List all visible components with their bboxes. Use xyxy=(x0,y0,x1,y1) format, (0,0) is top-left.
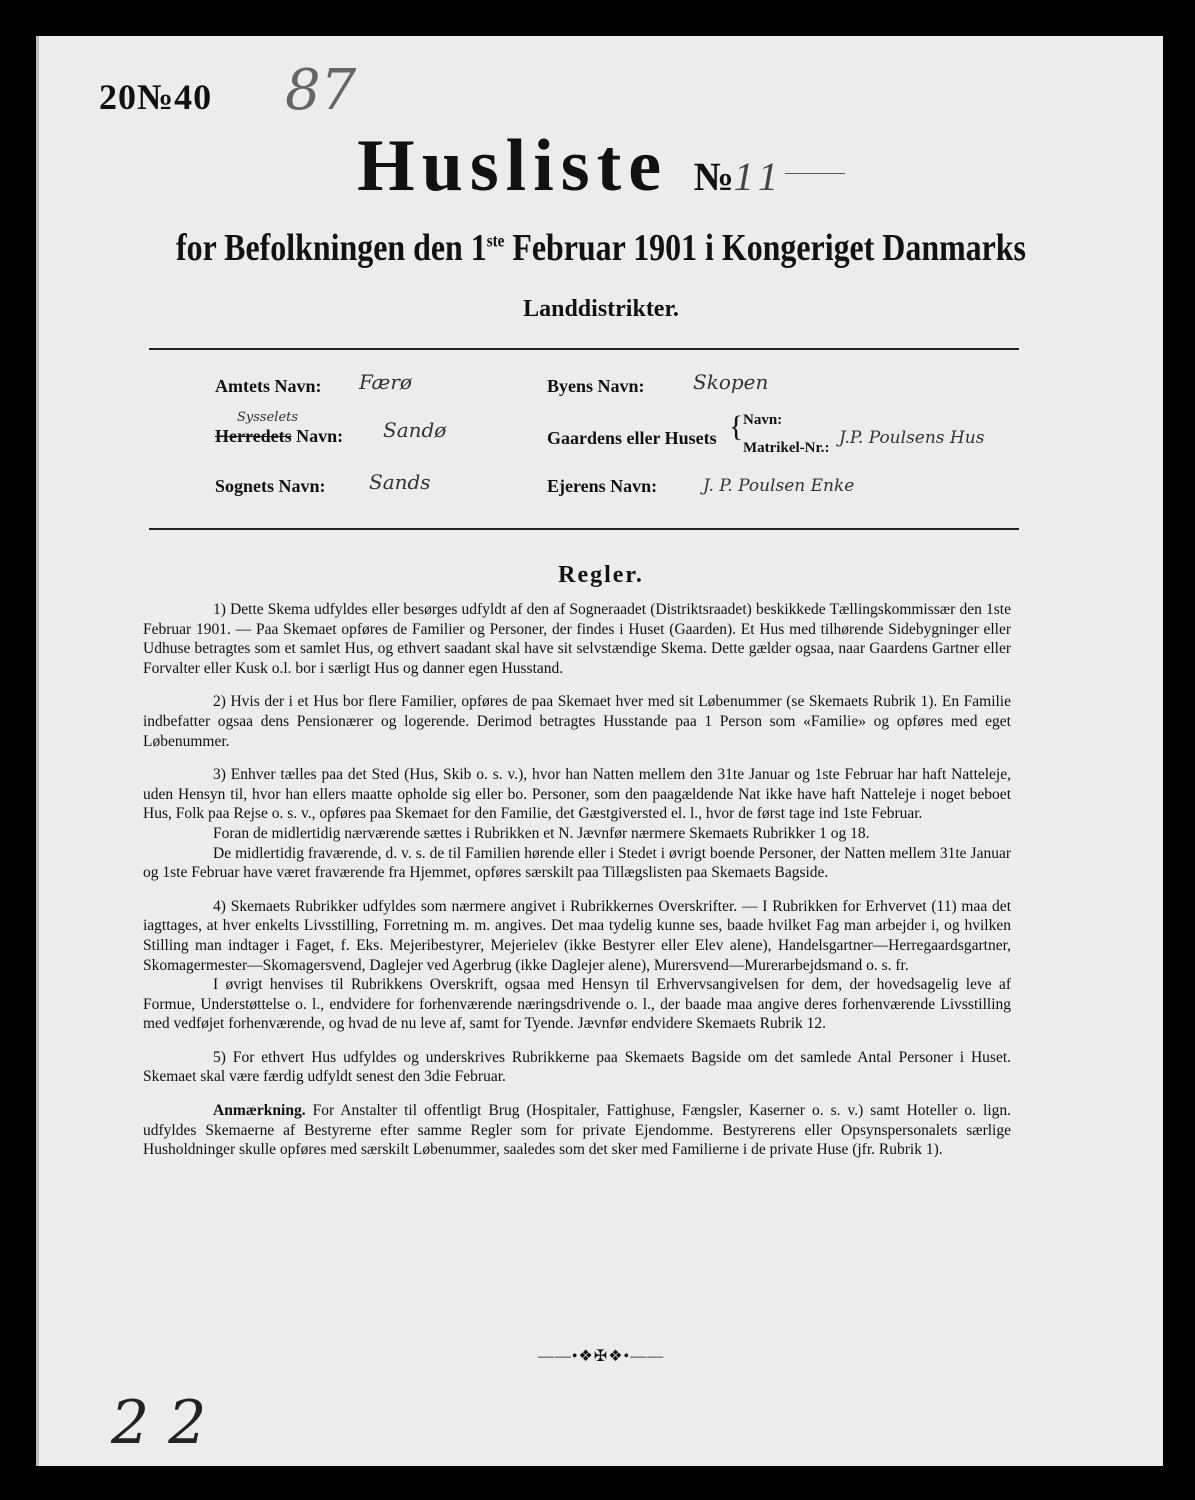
rule-3b: Foran de midlertidig nærværende sættes i Rubrikken et N. Jævnfør nærmere Skemaets Rubrikker 1 og 18. xyxy=(213,824,870,842)
district-heading: Landdistrikter. xyxy=(523,296,679,322)
rule-2: 2) Hvis der i et Hus bor flere Familier, opføres de paa Skemaet hver med sit Løbenummer (se Skemaets Rubrik 1). En Familie indbefatter ogsaa dens Pensionærer og logerende. Derimod betragtes Husstande paa 1 Person som «Familie» og opføres med eget Løbenummer. xyxy=(143,693,1011,750)
ejer-label: Ejerens Navn: xyxy=(547,476,658,496)
gaard-label: Gaardens eller Husets xyxy=(547,428,717,448)
note-text: For Anstalter til offentligt Brug (Hospitaler, Fattighuse, Fængsler, Kaserner o. s. v.) samt Hoteller o. lign. udfyldes Skemaerne af Bestyrerne efter samme Regler som for private Ejendomme. Bestyrerens eller Opsynspersonalets særlige Husholdninger skulle opføres med særskilt Løbenummer, saaledes som det sker med Familierne i de private Huse (jfr. Rubrik 1). xyxy=(143,1102,1011,1159)
gaard-value: J.P. Poulsens Hus xyxy=(839,428,985,448)
gaard-matrikel-label: Matrikel-Nr.: xyxy=(743,440,830,456)
rule-4a: 4) Skemaets Rubrikker udfyldes som nærmere angivet i Rubrikkernes Overskrifter. — I Rubrikken for Erhvervet (11) maa det iagttages, at hver enkelts Livsstilling, Forretning m. m. angives. Det maa tydelig kunne ses, baade hvilket Fag man arbejder i, og hvilken Stilling man indtager i Faget, f. Eks. Mejeribestyrer, Mejerielev (ikke Bestyrer eller Elev alene), Handelsgartner—Herregaardsgartner, Skomagermester—Skomagersvend, Daglejer ved Agerbrug (ikke Daglejer alene), Murersvend—Murerarbejdsmand o. s. fr. xyxy=(143,897,1011,974)
rule-note xyxy=(143,1101,1011,1160)
rules-heading: Regler. xyxy=(558,562,644,588)
page-subtitle xyxy=(129,226,1073,270)
bottom-handwritten-number: 2 2 xyxy=(111,1388,207,1458)
note-label: Anmærkning. xyxy=(213,1102,306,1120)
rule-1: 1) Dette Skema udfyldes eller besørges udfyldt af den af Sogneraadet (Distriktsraadet) beskikkede Tællingskommissær den 1ste Februar 1901. — Paa Skemaet opføres de Familier og Personer, der findes i Huset (Gaarden). Et Hus med tilhørende Sidebygninger eller Udhuse betragtes som et samlet Hus, og ethvert saadant skal have sit selvstændige Skema. Dette gælder ogsaa, naar Gaardens Gartner eller Forvalter eller Kusk o.l. bor i særligt Hus og danner egen Husstand. xyxy=(143,601,1011,677)
herred-overwrite: Sysselets xyxy=(237,410,299,425)
rules-body xyxy=(143,600,1011,1174)
herred-label-rest: Navn: xyxy=(291,426,344,446)
top-divider xyxy=(149,348,1019,350)
amt-value: Færø xyxy=(359,370,412,394)
rule-4b: I øvrigt henvises til Rubrikkens Overskrift, ogsaa med Hensyn til Erhvervsangivelsen for dem, der hovedsagelig leve af Formue, Understøttelse o. l., endvidere for forhenværende næringsdrivende o. l., der baade maa angive deres forhenværende Livsstilling med vedføjet forhenværende, og hvad de nu leve af, samt for Tyende. Jævnfør endvidere Skemaets Rubrik 12. xyxy=(143,976,1011,1033)
handwritten-form-number: 87 xyxy=(285,58,357,123)
herred-label xyxy=(215,426,343,447)
rule-5: 5) For ethvert Hus udfyldes og underskrives Rubrikkerne paa Skemaets Bagside om det samlede Antal Personer i Huset. Skemaet skal være færdig udfyldt senest den 3die Februar. xyxy=(143,1048,1011,1086)
gaard-navn-label: Navn: xyxy=(743,412,783,428)
rule-3a: 3) Enhver tælles paa det Sted (Hus, Skib o. s. v.), hvor han Natten mellem den 31te Januar og 1ste Februar har haft Natteleje, uden Hensyn til, hvor han ellers maatte opholde sig eller bo. Personer, som den paagældende Nat ikke have haft Natteleje i noget beboet Hus, Folk paa Rejse o. s. v., opføres paa Skemaet for den Familie, det Gæstgiversted el. l., hvor de først tage ind 1ste Februar. xyxy=(143,766,1011,823)
ejer-value: J. P. Poulsen Enke xyxy=(703,476,855,496)
title-word: Husliste xyxy=(357,125,669,207)
amt-label: Amtets Navn: xyxy=(215,376,322,396)
sogn-value: Sands xyxy=(369,470,431,494)
number-underline xyxy=(785,173,845,174)
ornament: ——•❖✠❖•—— xyxy=(537,1348,665,1365)
gaard-brace: { xyxy=(729,410,744,443)
page-title xyxy=(39,124,1163,209)
rule-3c: De midlertidig fraværende, d. v. s. de til Familien hørende eller i Stedet i øvrigt boende Personer, der Natten mellem 31te Januar og 1ste Februar have været fraværende fra Hjemmet, opføres særskilt paa Tillægslisten paa Skemaets Bagside. xyxy=(143,844,1011,882)
by-value: Skopen xyxy=(693,370,769,394)
number-symbol: № xyxy=(693,154,734,199)
house-number: 11 xyxy=(733,154,785,199)
subtitle-part1: for Befolkningen den 1 xyxy=(176,227,487,269)
fields-divider xyxy=(149,528,1019,530)
form-number: 20№40 xyxy=(99,77,213,117)
sogn-label: Sognets Navn: xyxy=(215,476,326,496)
subtitle-part2: Februar 1901 i Kongeriget Danmarks xyxy=(504,227,1026,269)
by-label: Byens Navn: xyxy=(547,376,645,396)
census-form-page xyxy=(36,36,1163,1466)
herred-struck: Herredets xyxy=(215,426,292,446)
herred-value: Sandø xyxy=(383,418,447,442)
subtitle-sup: ste xyxy=(486,230,505,251)
